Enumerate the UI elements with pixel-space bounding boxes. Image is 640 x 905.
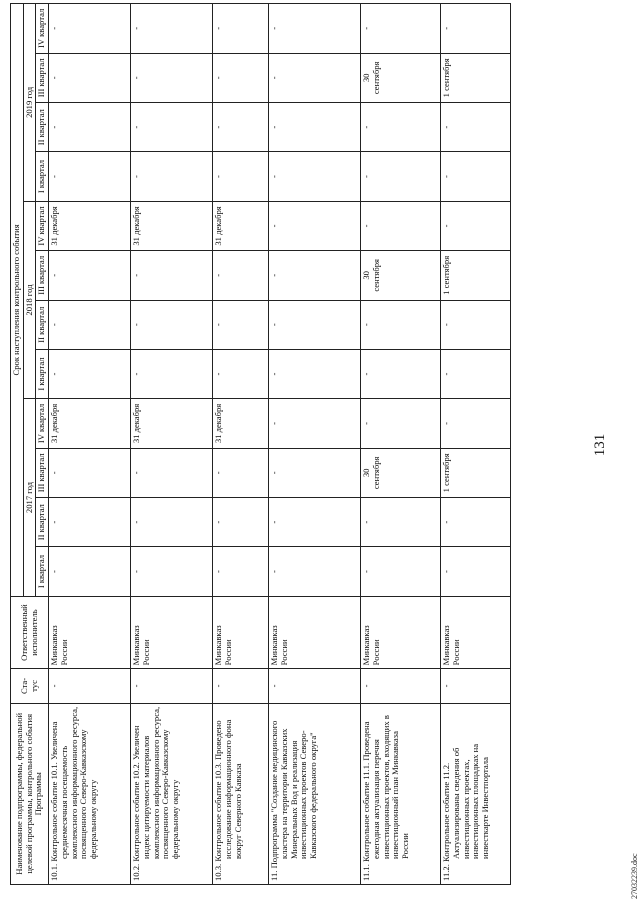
event-responsible: Минкавказ России xyxy=(131,596,213,669)
quarter-cell xyxy=(441,498,511,547)
quarter-cell xyxy=(49,300,131,349)
quarter-cell xyxy=(269,251,361,300)
empty-dash: - xyxy=(49,570,60,574)
quarter-header: II квартал xyxy=(36,300,49,349)
quarter-header: IV квартал xyxy=(36,399,49,448)
quarter-cell xyxy=(213,152,269,201)
quarter-cell xyxy=(49,399,131,448)
table-body xyxy=(49,4,511,885)
empty-dash: - xyxy=(361,125,372,129)
name-column-header: Наименование подпрограммы, федеральной целевой программы, контрольного события Программы xyxy=(11,703,49,884)
quarter-cell xyxy=(213,547,269,596)
table-row xyxy=(213,4,269,885)
event-name xyxy=(49,703,131,884)
empty-dash: - xyxy=(49,471,60,475)
empty-dash: - xyxy=(213,175,224,179)
empty-dash: - xyxy=(131,471,142,475)
quarter-cell xyxy=(441,300,511,349)
event-responsible: Минкавказ России xyxy=(49,596,131,669)
table-row xyxy=(269,4,361,885)
empty-dash: - xyxy=(49,125,60,129)
quarter-cell xyxy=(131,498,213,547)
quarter-header: III квартал xyxy=(36,251,49,300)
empty-dash: - xyxy=(269,273,280,277)
quarter-header: I квартал xyxy=(36,349,49,398)
deadline-date: 1 сентября xyxy=(441,453,452,493)
quarter-cell xyxy=(361,547,441,596)
quarter-header: I квартал xyxy=(36,547,49,596)
year-header-2019: 2019 год xyxy=(23,4,36,202)
quarter-cell xyxy=(213,448,269,497)
empty-dash: - xyxy=(213,273,224,277)
event-name xyxy=(213,703,269,884)
deadline-date: 31 декабря xyxy=(131,206,142,246)
quarter-cell xyxy=(131,4,213,54)
quarter-cell xyxy=(213,498,269,547)
quarter-cell xyxy=(361,103,441,152)
quarter-cell xyxy=(441,103,511,152)
empty-dash: - xyxy=(131,125,142,129)
event-status: - xyxy=(49,669,131,703)
empty-dash: - xyxy=(213,570,224,574)
event-responsible: Минкавказ России xyxy=(361,596,441,669)
empty-dash: - xyxy=(441,422,452,425)
empty-dash: - xyxy=(441,570,452,574)
event-name-text: 11. Подпрограмма "Создание медицинского кластера на территории Кавказских Минеральных Вод и реализация инвестиционных проектов Северо-Кавказского федерального округа" xyxy=(269,720,318,881)
empty-dash: - xyxy=(441,372,452,376)
empty-dash: - xyxy=(269,26,280,30)
empty-dash: - xyxy=(441,26,452,30)
quarter-cell xyxy=(49,448,131,497)
deadline-date: 1 сентября xyxy=(441,58,452,98)
event-responsible: Минкавказ России xyxy=(213,596,269,669)
event-status: - xyxy=(131,669,213,703)
event-responsible: Минкавказ России xyxy=(441,596,511,669)
deadline-date: 30 сентября xyxy=(361,259,381,292)
quarter-cell xyxy=(131,300,213,349)
quarter-cell xyxy=(269,201,361,250)
quarter-cell xyxy=(49,201,131,250)
empty-dash: - xyxy=(49,372,60,376)
empty-dash: - xyxy=(49,323,60,327)
empty-dash: - xyxy=(441,323,452,327)
empty-dash: - xyxy=(49,273,60,277)
event-name-text: 11.1. Контрольное событие 11.1. Проведена ежегодная актуализация перечня инвестиционных проектов, входящих в инвестиционный план Минкавказа России xyxy=(361,715,410,881)
empty-dash: - xyxy=(131,175,142,179)
quarter-header: IV квартал xyxy=(36,4,49,54)
empty-dash: - xyxy=(361,224,372,228)
event-name xyxy=(131,703,213,884)
event-status: - xyxy=(213,669,269,703)
event-status: - xyxy=(441,669,511,703)
deadline-date: 31 декабря xyxy=(49,206,60,246)
quarter-cell xyxy=(361,152,441,201)
page-number: 131 xyxy=(592,433,608,457)
quarter-cell xyxy=(131,547,213,596)
quarter-cell xyxy=(49,53,131,102)
quarter-cell xyxy=(269,103,361,152)
empty-dash: - xyxy=(213,520,224,524)
empty-dash: - xyxy=(213,471,224,475)
empty-dash: - xyxy=(361,570,372,574)
quarter-cell xyxy=(131,152,213,201)
quarter-cell xyxy=(213,103,269,152)
event-status: - xyxy=(269,669,361,703)
quarter-header: III квартал xyxy=(36,53,49,102)
deadline-date: 31 декабря xyxy=(131,403,142,444)
quarter-header: II квартал xyxy=(36,498,49,547)
empty-dash: - xyxy=(269,175,280,179)
quarter-header: IV квартал xyxy=(36,201,49,250)
quarter-cell xyxy=(269,399,361,448)
deadline-date: 31 декабря xyxy=(213,206,224,246)
quarter-cell xyxy=(131,201,213,250)
quarter-cell xyxy=(441,53,511,102)
table-row xyxy=(49,4,131,885)
footer-filename: 27032239.doc xyxy=(630,853,639,899)
quarter-cell xyxy=(441,547,511,596)
quarter-cell xyxy=(49,251,131,300)
empty-dash: - xyxy=(49,175,60,179)
quarter-cell xyxy=(213,4,269,54)
empty-dash: - xyxy=(131,520,142,524)
quarter-cell xyxy=(49,349,131,398)
empty-dash: - xyxy=(361,422,372,425)
quarter-header: III квартал xyxy=(36,448,49,497)
year-header-2017: 2017 год xyxy=(23,399,36,597)
quarter-cell xyxy=(269,448,361,497)
quarter-cell xyxy=(213,300,269,349)
empty-dash: - xyxy=(131,26,142,30)
quarter-cell xyxy=(131,349,213,398)
quarter-cell xyxy=(361,4,441,54)
quarter-cell xyxy=(361,201,441,250)
year-header-2018: 2018 год xyxy=(23,201,36,399)
deadline-date: 31 декабря xyxy=(49,403,60,444)
empty-dash: - xyxy=(213,125,224,129)
quarter-cell xyxy=(131,251,213,300)
empty-dash: - xyxy=(269,76,280,80)
quarter-cell xyxy=(441,349,511,398)
quarter-cell xyxy=(213,349,269,398)
quarter-cell xyxy=(361,349,441,398)
empty-dash: - xyxy=(269,372,280,376)
quarter-header: II квартал xyxy=(36,103,49,152)
empty-dash: - xyxy=(269,125,280,129)
empty-dash: - xyxy=(441,175,452,179)
empty-dash: - xyxy=(131,372,142,376)
quarter-cell xyxy=(441,201,511,250)
quarter-cell xyxy=(361,448,441,497)
quarter-cell xyxy=(269,4,361,54)
empty-dash: - xyxy=(361,323,372,327)
deadline-header: Срок наступления контрольного события xyxy=(11,4,24,597)
quarter-cell xyxy=(213,53,269,102)
empty-dash: - xyxy=(361,372,372,376)
quarter-cell xyxy=(269,547,361,596)
quarter-cell xyxy=(49,152,131,201)
quarter-cell xyxy=(269,300,361,349)
quarter-cell xyxy=(49,4,131,54)
event-name-text: 10.2. Контрольное событие 10.2. Увеличен индекс цитируемости материалов комплексного информационного ресурса, посвященного Северо-Кавказскому федеральному округу xyxy=(131,706,180,881)
empty-dash: - xyxy=(269,323,280,327)
quarter-cell xyxy=(269,53,361,102)
empty-dash: - xyxy=(49,26,60,30)
responsible-column-header: Ответственный исполнитель xyxy=(11,596,49,669)
empty-dash: - xyxy=(269,422,280,425)
quarter-cell xyxy=(361,300,441,349)
deadline-date: 1 сентября xyxy=(441,255,452,295)
quarter-cell xyxy=(49,103,131,152)
deadline-date: 30 сентября xyxy=(361,456,381,490)
deadline-date: 30 сентября xyxy=(361,61,381,95)
quarter-cell xyxy=(131,103,213,152)
empty-dash: - xyxy=(269,224,280,228)
event-name-text: 11.2. Контрольное событие 11.2. Актуализированы сведения об инвестиционных проектах, инвестиционных площадках на инвесткарте Инвестпортала xyxy=(441,743,490,881)
empty-dash: - xyxy=(361,26,372,30)
empty-dash: - xyxy=(269,471,280,475)
empty-dash: - xyxy=(441,125,452,129)
event-responsible: Минкавказ России xyxy=(269,596,361,669)
quarter-cell xyxy=(213,201,269,250)
empty-dash: - xyxy=(361,520,372,524)
quarter-cell xyxy=(213,251,269,300)
event-name xyxy=(361,703,441,884)
empty-dash: - xyxy=(49,76,60,80)
empty-dash: - xyxy=(269,520,280,524)
quarter-cell xyxy=(131,53,213,102)
event-name-text: 10.1. Контрольное событие 10.1. Увеличена среднемесячная посещаемость комплексного информационного ресурса, посвященного Северо-Кавказскому федеральному округу xyxy=(49,706,98,881)
quarter-cell xyxy=(361,498,441,547)
event-name xyxy=(441,703,511,884)
quarter-cell xyxy=(441,448,511,497)
quarter-cell xyxy=(269,498,361,547)
empty-dash: - xyxy=(361,175,372,179)
quarter-cell xyxy=(441,4,511,54)
quarter-cell xyxy=(131,399,213,448)
empty-dash: - xyxy=(269,570,280,574)
empty-dash: - xyxy=(49,520,60,524)
quarter-cell xyxy=(441,251,511,300)
empty-dash: - xyxy=(131,570,142,574)
quarter-cell xyxy=(441,152,511,201)
empty-dash: - xyxy=(131,323,142,327)
table-row xyxy=(131,4,213,885)
table-row xyxy=(441,4,511,885)
empty-dash: - xyxy=(131,76,142,80)
event-name-text: 10.3. Контрольное событие 10.3. Проведено исследование информационного фона вокруг Северного Кавказа xyxy=(213,719,243,881)
empty-dash: - xyxy=(213,372,224,376)
quarter-cell xyxy=(361,53,441,102)
quarter-cell xyxy=(213,399,269,448)
empty-dash: - xyxy=(213,323,224,327)
status-column-header: Ста-тус xyxy=(11,669,49,703)
quarter-header: I квартал xyxy=(36,152,49,201)
control-events-table xyxy=(10,3,511,885)
quarter-cell xyxy=(441,399,511,448)
empty-dash: - xyxy=(441,224,452,228)
quarter-cell xyxy=(269,349,361,398)
quarter-cell xyxy=(361,399,441,448)
quarter-cell xyxy=(131,448,213,497)
deadline-date: 31 декабря xyxy=(213,403,224,444)
table-row xyxy=(361,4,441,885)
empty-dash: - xyxy=(131,273,142,277)
event-status: - xyxy=(361,669,441,703)
event-name xyxy=(269,703,361,884)
empty-dash: - xyxy=(441,520,452,524)
empty-dash: - xyxy=(213,26,224,30)
quarter-cell xyxy=(361,251,441,300)
quarter-cell xyxy=(269,152,361,201)
empty-dash: - xyxy=(213,76,224,80)
quarter-cell xyxy=(49,547,131,596)
quarter-cell xyxy=(49,498,131,547)
